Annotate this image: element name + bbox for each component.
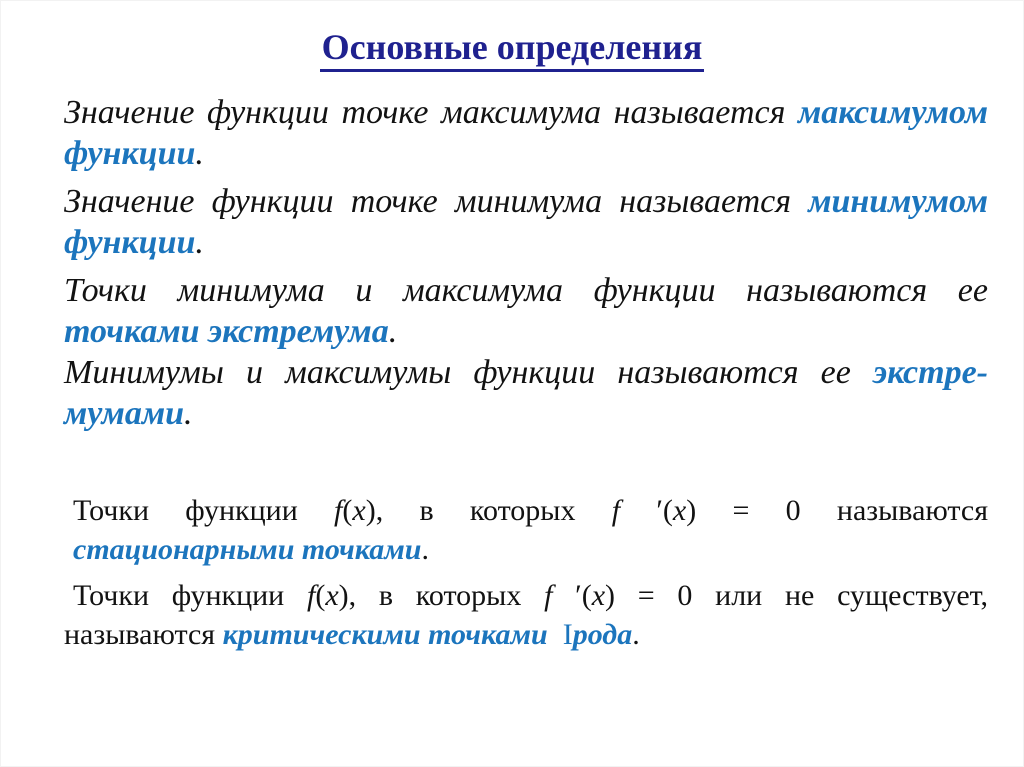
text-run: ( — [342, 494, 353, 527]
math-prime: ′( — [552, 579, 592, 612]
text-run: Точки функции — [73, 494, 335, 527]
math-x: x — [672, 494, 687, 527]
text-line — [64, 311, 988, 352]
emphasis-funkcii: функции — [64, 135, 196, 172]
text-run: ), в которых — [365, 494, 612, 527]
text-line — [64, 352, 988, 393]
text-line — [64, 530, 988, 569]
math-x: x — [325, 579, 339, 612]
text-line — [64, 615, 988, 654]
emphasis-extrema-part2: мумами — [64, 395, 185, 432]
math-f: f — [334, 494, 343, 527]
text-run: . — [421, 533, 429, 566]
text-line — [64, 491, 988, 530]
text-line — [64, 181, 988, 222]
math-f: f — [611, 494, 621, 527]
emphasis-roda: рода — [572, 618, 633, 651]
text-run: Точки минимума и максимума функции называются ее — [64, 272, 988, 309]
emphasis-extremum-points: точками экстремума — [64, 313, 389, 350]
math-x: x — [591, 579, 606, 612]
text-run: ) = 0 называются — [686, 494, 989, 527]
title-row — [0, 0, 1024, 72]
text-run: ) = 0 или не существует, — [605, 579, 988, 612]
emphasis-critical-points: критическими точками — [222, 618, 548, 651]
text-run: Значение функции точке максимума называется — [64, 94, 798, 131]
text-line — [64, 576, 988, 615]
math-f: f — [544, 579, 553, 612]
text-line — [64, 270, 988, 311]
math-x: x — [352, 494, 366, 527]
text-run: . — [184, 395, 193, 432]
emphasis-stationary-points: стационарными точками — [73, 533, 422, 566]
emphasis-roman-numeral-I: I — [562, 618, 573, 651]
emphasis-extrema-part1: экстре- — [873, 354, 988, 391]
slide-body — [0, 72, 1024, 654]
text-line — [64, 133, 988, 174]
paragraph-extrema-definition — [64, 352, 988, 434]
emphasis-maximum: максимумом — [797, 94, 988, 131]
paragraph-minimum-definition — [64, 181, 988, 263]
math-prime: ′( — [620, 494, 673, 527]
text-line — [64, 92, 988, 133]
emphasis-minimum: минимумом — [808, 183, 988, 220]
text-run: ), в которых — [338, 579, 545, 612]
text-run: . — [388, 313, 398, 350]
paragraph-maximum-definition — [64, 92, 988, 174]
text-run: Точки функции — [73, 579, 307, 612]
text-run: Значение функции точке минимума называется — [64, 183, 809, 220]
slide-title: Основные определения — [320, 26, 705, 72]
text-run: . — [195, 135, 204, 172]
text-run: Минимумы и максимумы функции называются ее — [64, 354, 873, 391]
paragraph-critical-points-definition — [64, 576, 988, 654]
math-f: f — [306, 579, 316, 612]
text-run: называются — [64, 618, 223, 651]
paragraph-stationary-points-definition — [64, 491, 988, 569]
text-line — [64, 393, 988, 434]
text-line — [64, 222, 988, 263]
emphasis-funkcii: функции — [64, 224, 196, 261]
text-run: ( — [315, 579, 326, 612]
text-run: . — [632, 618, 640, 651]
text-run: . — [195, 224, 204, 261]
text-run — [548, 618, 563, 651]
paragraph-extremum-points-definition — [64, 270, 988, 352]
